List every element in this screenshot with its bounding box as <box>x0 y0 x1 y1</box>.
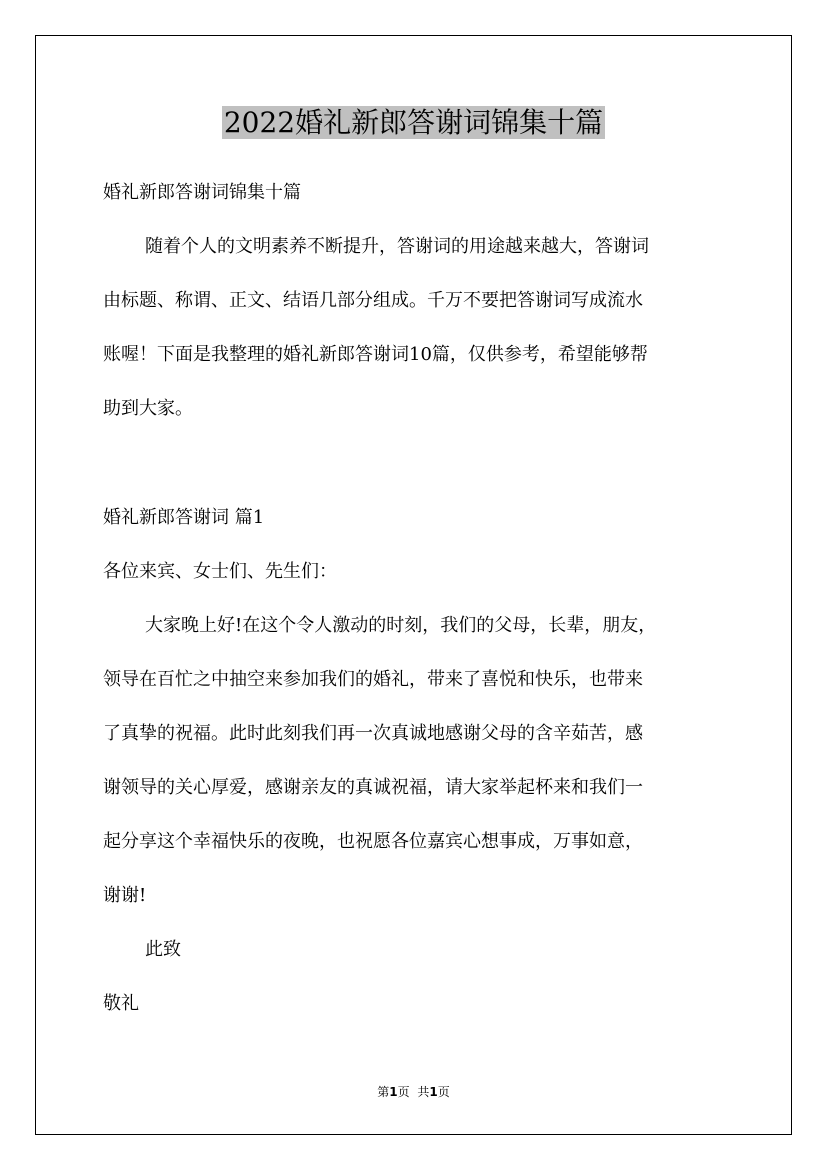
intro-line-3: 账喔！下面是我整理的婚礼新郎答谢词10篇，仅供参考，希望能够帮 <box>103 344 648 365</box>
document-subtitle: 婚礼新郎答谢词锦集十篇 <box>103 182 301 203</box>
document-title-text: 2022婚礼新郎答谢词锦集十篇 <box>223 106 604 139</box>
body-line-1: 大家晚上好!在这个令人激动的时刻，我们的父母，长辈，朋友， <box>145 615 657 636</box>
body-line-4: 谢领导的关心厚爱，感谢亲友的真诚祝福，请大家举起杯来和我们一 <box>103 777 643 798</box>
footer-page-suffix: 页 <box>397 1085 410 1099</box>
intro-line-2: 由标题、称谓、正文、结语几部分组成。千万不要把答谢词写成流水 <box>103 290 643 311</box>
section-heading: 婚礼新郎答谢词 篇1 <box>103 507 265 528</box>
body-line-5: 起分享这个幸福快乐的夜晚，也祝愿各位嘉宾心想事成，万事如意， <box>103 831 643 852</box>
page-footer <box>0 1084 827 1100</box>
intro-line-4: 助到大家。 <box>103 398 193 419</box>
body-line-3: 了真挚的祝福。此时此刻我们再一次真诚地感谢父母的含辛茹苦，感 <box>103 723 643 744</box>
footer-total-suffix: 页 <box>437 1085 450 1099</box>
footer-page-prefix: 第 <box>377 1085 390 1099</box>
salutation: 各位来宾、女士们、先生们： <box>103 561 337 582</box>
closing-line-2: 敬礼 <box>103 993 139 1014</box>
document-title <box>0 103 827 143</box>
closing-line-1: 此致 <box>145 939 181 960</box>
intro-line-1: 随着个人的文明素养不断提升，答谢词的用途越来越大，答谢词 <box>145 236 649 257</box>
footer-total-number: 1 <box>429 1085 438 1099</box>
body-line-2: 领导在百忙之中抽空来参加我们的婚礼，带来了喜悦和快乐，也带来 <box>103 669 643 690</box>
footer-page-number: 1 <box>389 1085 398 1099</box>
footer-total-prefix: 共 <box>417 1085 430 1099</box>
body-line-6: 谢谢! <box>103 885 147 906</box>
